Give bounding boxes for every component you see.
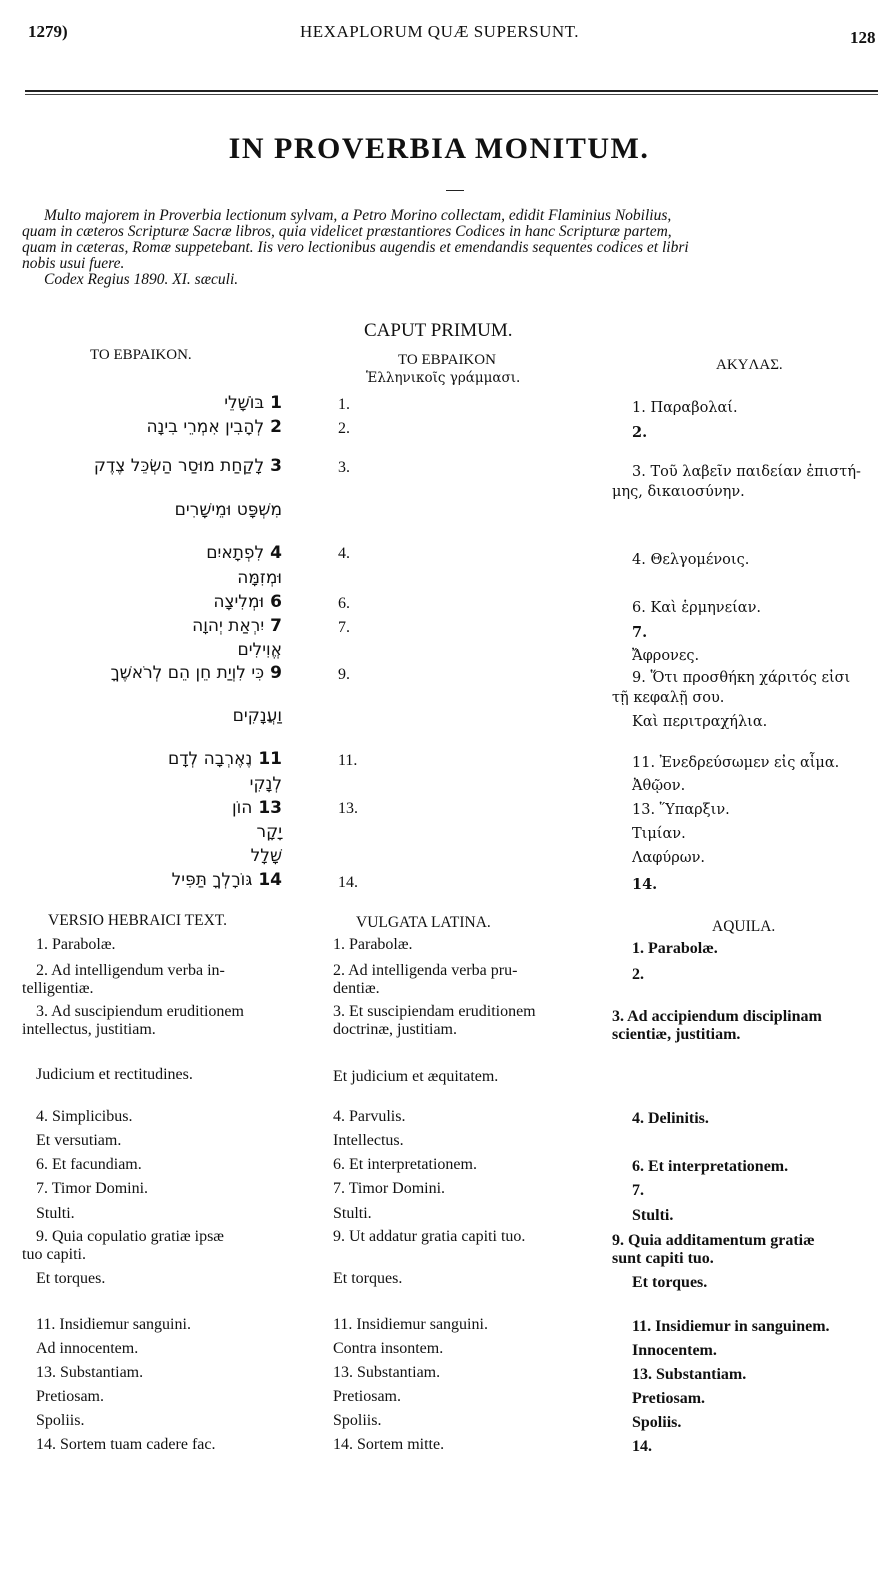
hebrew-line: [12, 616, 282, 636]
col-header-aquila-greek: AKYΛAΣ.: [716, 357, 783, 373]
versio-line: 2. Ad intelligendum verba in-: [36, 962, 225, 979]
verse-number: 13: [258, 798, 282, 818]
intro-line: Multo majorem in Proverbia lectionum sylvam, a Petro Morino collectam, edidit Flaminius Nobilius,: [44, 207, 672, 224]
verse-number: 14.: [338, 874, 358, 891]
vulgata-line: 3. Et suscipiendam eruditionem: [333, 1003, 536, 1020]
hebrew-line: [12, 456, 282, 476]
intro-line: nobis usui fuere.: [22, 255, 125, 272]
vulgata-line: Spoliis.: [333, 1412, 382, 1429]
hebrew-text: כִּי לִוְיַת חֵן הֵם לְרֹאשֶׁךָ: [110, 663, 265, 683]
vulgata-line: 4. Parvulis.: [333, 1108, 406, 1125]
verse-number: 4.: [338, 545, 350, 562]
vulgata-line: 14. Sortem mitte.: [333, 1436, 445, 1453]
intro-line: quam in cæteros Scripturæ Sacræ libros, quia videlicet præstantiores Codices in hanc Scripturæ partem,: [22, 223, 672, 240]
hebrew-text: וַעֲנָקִים: [232, 706, 282, 726]
versio-line: 14. Sortem tuam cadere fac.: [36, 1436, 216, 1453]
verse-number: 9: [270, 663, 282, 683]
aquila-latin-line: 14.: [632, 1438, 652, 1455]
verse-number: 2.: [338, 420, 350, 437]
verse-number: 11: [258, 749, 282, 769]
verse-number: 6: [270, 592, 282, 612]
aquila-greek-line: 7.: [632, 624, 648, 641]
versio-line: 7. Timor Domini.: [36, 1180, 149, 1197]
hebrew-text: לְנָקִי: [249, 774, 282, 794]
hebrew-line: [12, 417, 282, 437]
versio-line: 9. Quia copulatio gratiæ ipsæ: [36, 1228, 224, 1245]
versio-line: 6. Et facundiam.: [36, 1156, 142, 1173]
versio-line: Stulti.: [36, 1205, 75, 1222]
aquila-latin-line: sunt capiti tuo.: [612, 1250, 714, 1267]
verse-number: 9.: [338, 666, 350, 683]
hebrew-line: [12, 500, 282, 520]
aquila-latin-line: 11. Insidiemur in sanguinem.: [632, 1318, 830, 1335]
hebrew-text: וּמְזִמָּה: [237, 568, 282, 588]
versio-line: 1. Parabolæ.: [36, 936, 116, 953]
aquila-greek-line: 4. Θελγομένοις.: [632, 552, 750, 568]
hebrew-line: [12, 846, 282, 866]
hebrew-text: וּמְלִיצָה: [213, 592, 265, 612]
verse-number: 13.: [338, 800, 358, 817]
hebrew-text: אֱוִילִים: [237, 640, 282, 660]
intro-line: Codex Regius 1890. XI. sæculi.: [44, 271, 239, 288]
aquila-greek-line: 14.: [632, 876, 658, 893]
aquila-greek-line: 2.: [632, 424, 648, 441]
verse-number: 3: [270, 456, 282, 476]
hebrew-line: [12, 663, 282, 683]
verse-number: 1: [270, 393, 282, 413]
hebrew-line: [12, 592, 282, 612]
aquila-greek-line: 13. Ὕπαρξιν.: [632, 802, 730, 818]
versio-line: Pretiosam.: [36, 1388, 104, 1405]
hebrew-line: [12, 749, 282, 769]
page-number-right: 128: [850, 28, 876, 47]
col-header-greek-letters: Ἑλληνικοῖς γράμμασι.: [366, 370, 521, 386]
aquila-latin-line: 4. Delinitis.: [632, 1110, 709, 1127]
vulgata-line: Pretiosam.: [333, 1388, 401, 1405]
aquila-latin-line: 6. Et interpretationem.: [632, 1158, 789, 1175]
col-header-hebrew-greek: TO EBPAIKON: [398, 352, 496, 368]
hebrew-text: לִפְתָאיִם: [206, 543, 265, 563]
aquila-greek-line: 6. Καὶ ἑρμηνείαν.: [632, 600, 762, 616]
running-title: HEXAPLORUM QUÆ SUPERSUNT.: [300, 22, 580, 41]
aquila-latin-line: scientiæ, justitiam.: [612, 1026, 741, 1043]
intro-paragraph: [22, 208, 872, 288]
hebrew-text: בּוֹשָׁלֵי: [224, 393, 265, 413]
aquila-greek-line: 1. Παραβολαί.: [632, 400, 738, 416]
hebrew-line: [12, 798, 282, 818]
aquila-latin-line: Pretiosam.: [632, 1390, 706, 1407]
intro-line: quam in cæteras, Romæ suppetebant. Iis vero lectionibus augendis et emendandis sequentes codices et libri: [22, 239, 689, 256]
col-header-hebrew: TO EBPAIKON.: [90, 347, 192, 363]
vulgata-line: doctrinæ, justitiam.: [333, 1021, 457, 1038]
hebrew-line: [12, 706, 282, 726]
hebrew-text: מִשְׁפָּט וּמֵישָׁרִים: [174, 500, 282, 520]
hebrew-line: [12, 393, 282, 413]
hebrew-line: [12, 640, 282, 660]
col-header-aquila: AQUILA.: [712, 918, 776, 935]
aquila-greek-line: Ἄφρονες.: [632, 648, 700, 664]
aquila-latin-line: Innocentem.: [632, 1342, 717, 1359]
versio-line: 4. Simplicibus.: [36, 1108, 133, 1125]
hebrew-text: לָקַחַת מוּסַר הַשְׂכֵּל צֶדֶק: [93, 456, 265, 476]
versio-line: telligentiæ.: [22, 980, 94, 997]
hebrew-text: גּוֹרָלְךָ תַּפִּיל: [171, 870, 253, 890]
aquila-latin-line: 9. Quia additamentum gratiæ: [612, 1232, 815, 1249]
vulgata-line: Stulti.: [333, 1205, 372, 1222]
verse-number: 3.: [338, 459, 350, 476]
hebrew-text: הוֹן: [231, 798, 253, 818]
aquila-greek-line: τῇ κεφαλῇ σου.: [612, 690, 725, 706]
title-divider: [446, 190, 464, 191]
aquila-greek-line: 11. Ἐνεδρεύσωμεν εἰς αἷμα.: [632, 755, 840, 771]
vulgata-line: 13. Substantiam.: [333, 1364, 441, 1381]
col-header-vulgata: VULGATA LATINA.: [356, 914, 491, 931]
page-number-left: 1279): [28, 22, 68, 41]
verse-number: 1.: [338, 396, 350, 413]
vulgata-line: 7. Timor Domini.: [333, 1180, 446, 1197]
verse-number: 11.: [338, 752, 358, 769]
versio-line: 3. Ad suscipiendum eruditionem: [36, 1003, 244, 1020]
hebrew-text: לְהָבִין אִמְרֵי בִינָה: [146, 417, 265, 437]
versio-line: Judicium et rectitudines.: [36, 1066, 193, 1083]
hebrew-line: [12, 568, 282, 588]
verse-number: 7.: [338, 619, 350, 636]
aquila-latin-line: 7.: [632, 1182, 644, 1199]
hebrew-line: [12, 870, 282, 890]
hebrew-text: יִרְאַת יְהוָה: [192, 616, 265, 636]
vulgata-line: 9. Ut addatur gratia capiti tuo.: [333, 1228, 526, 1245]
versio-line: Spoliis.: [36, 1412, 85, 1429]
versio-line: Et torques.: [36, 1270, 106, 1287]
aquila-greek-line: Τιμίαν.: [632, 826, 686, 842]
versio-line: Et versutiam.: [36, 1132, 122, 1149]
vulgata-line: Contra insontem.: [333, 1340, 444, 1357]
vulgata-line: Et judicium et æquitatem.: [333, 1068, 499, 1085]
aquila-greek-line: 9. Ὅτι προσθήκη χάριτός εἰσι: [632, 670, 851, 686]
page-title: IN PROVERBIA MONITUM.: [228, 132, 650, 165]
col-header-versio: VERSIO HEBRAICI TEXT.: [48, 912, 227, 929]
aquila-greek-line: Ἀθῷον.: [632, 778, 686, 794]
hebrew-line: [12, 543, 282, 563]
vulgata-line: 6. Et interpretationem.: [333, 1156, 477, 1173]
header-rule-thin: [25, 94, 878, 95]
aquila-latin-line: 1. Parabolæ.: [632, 940, 718, 957]
vulgata-line: 11. Insidiemur sanguini.: [333, 1316, 488, 1333]
hebrew-text: נֶאֶרְבָה לְדָם: [168, 749, 253, 769]
aquila-latin-line: 13. Substantiam.: [632, 1366, 747, 1383]
aquila-latin-line: 2.: [632, 966, 644, 983]
verse-number: 6.: [338, 595, 350, 612]
vulgata-line: 2. Ad intelligenda verba pru-: [333, 962, 518, 979]
vulgata-line: 1. Parabolæ.: [333, 936, 413, 953]
aquila-latin-line: Stulti.: [632, 1207, 674, 1224]
versio-line: tuo capiti.: [22, 1246, 86, 1263]
versio-line: intellectus, justitiam.: [22, 1021, 156, 1038]
aquila-greek-line: Καὶ περιτραχήλια.: [632, 714, 768, 730]
verse-number: 4: [270, 543, 282, 563]
verse-number: 14: [258, 870, 282, 890]
aquila-latin-line: Spoliis.: [632, 1414, 682, 1431]
aquila-greek-line: μης, δικαιοσύνην.: [612, 484, 745, 500]
chapter-heading: CAPUT PRIMUM.: [364, 320, 513, 341]
vulgata-line: dentiæ.: [333, 980, 380, 997]
versio-line: 11. Insidiemur sanguini.: [36, 1316, 191, 1333]
verse-number: 7: [270, 616, 282, 636]
vulgata-line: Intellectus.: [333, 1132, 404, 1149]
aquila-greek-line: Λαφύρων.: [632, 850, 706, 866]
aquila-greek-line: 3. Τοῦ λαβεῖν παιδείαν ἐπιστή-: [632, 464, 861, 480]
hebrew-line: [12, 822, 282, 842]
verse-number: 2: [270, 417, 282, 437]
versio-line: Ad innocentem.: [36, 1340, 139, 1357]
header-rule: [25, 90, 878, 92]
hebrew-text: שָׁלָל: [250, 846, 282, 866]
hebrew-text: יָקָר: [256, 822, 282, 842]
aquila-latin-line: 3. Ad accipiendum disciplinam: [612, 1008, 822, 1025]
hebrew-line: [12, 774, 282, 794]
aquila-latin-line: Et torques.: [632, 1274, 708, 1291]
versio-line: 13. Substantiam.: [36, 1364, 144, 1381]
vulgata-line: Et torques.: [333, 1270, 403, 1287]
